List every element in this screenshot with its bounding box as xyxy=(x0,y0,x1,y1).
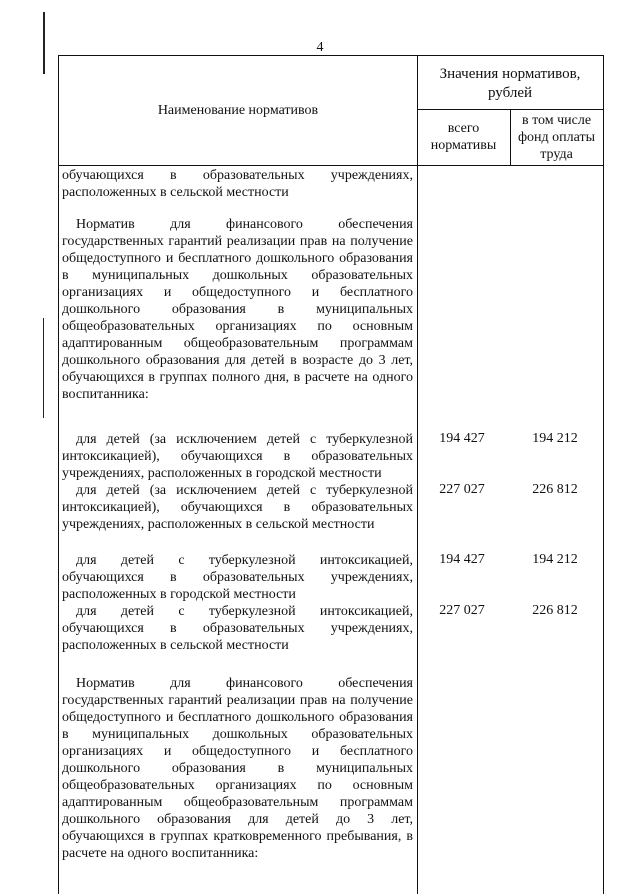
row-total-value: 194 427 xyxy=(439,431,485,446)
column-rule-values xyxy=(417,166,418,894)
header-total-column: всего нормативы xyxy=(417,109,511,166)
column-rule-right xyxy=(603,166,604,894)
header-name-column xyxy=(58,55,418,166)
column-rule-left xyxy=(58,166,59,894)
row-payroll-value: 226 812 xyxy=(532,603,578,618)
header-payroll-column: в том числе фонд оплаты труда xyxy=(510,109,604,166)
table-row: для детей с туберкулезной интоксикацией, обучающихся в образовательных учреждениях, расположенных в сельской местности xyxy=(62,604,413,653)
page-number: 4 xyxy=(316,40,324,55)
table-row: Норматив для финансового обеспечения государственных гарантий реализации прав на получение общедоступного и бесплатного дошкольного образования в муниципальных дошкольных образовательных организациях и общедоступного и бесплатного дошкольного образования в муниципальных общеобразовательных организациях по основным адаптированным общеобразовательным программам дошкольного образования для детей до 3 лет, обучающихся в группах кратковременного пребывания, в расчете на одного воспитанника: xyxy=(62,676,413,861)
row-payroll-value: 226 812 xyxy=(532,482,578,497)
header-values-column: Значения нормативов, рублей xyxy=(417,55,604,110)
row-payroll-value: 194 212 xyxy=(532,431,578,446)
scan-mark-middle xyxy=(43,318,44,418)
table-row: обучающихся в образовательных учреждениях, расположенных в сельской местности xyxy=(62,168,413,200)
table-row: для детей с туберкулезной интоксикацией, обучающихся в образовательных учреждениях, расположенных в городской местности xyxy=(62,553,413,602)
row-total-value: 227 027 xyxy=(439,603,485,618)
table-row: Норматив для финансового обеспечения государственных гарантий реализации прав на получение общедоступного и бесплатного дошкольного образования в муниципальных дошкольных образовательных организациях и общедоступного и бесплатного дошкольного образования в муниципальных общеобразовательных организациях по основным адаптированным общеобразовательным программам дошкольного образования для детей в возрасте до 3 лет, обучающихся в группах полного дня, в расчете на одного воспитанника: xyxy=(62,217,413,402)
table-row: для детей (за исключением детей с туберкулезной интоксикацией), обучающихся в образовательных учреждениях, расположенных в сельской местности xyxy=(62,483,413,532)
header-name-label: Наименование нормативов xyxy=(157,103,319,118)
row-total-value: 227 027 xyxy=(439,482,485,497)
row-payroll-value: 194 212 xyxy=(532,552,578,567)
row-total-value: 194 427 xyxy=(439,552,485,567)
table-row: для детей (за исключением детей с туберкулезной интоксикацией), обучающихся в образовательных учреждениях, расположенных в городской местности xyxy=(62,432,413,481)
